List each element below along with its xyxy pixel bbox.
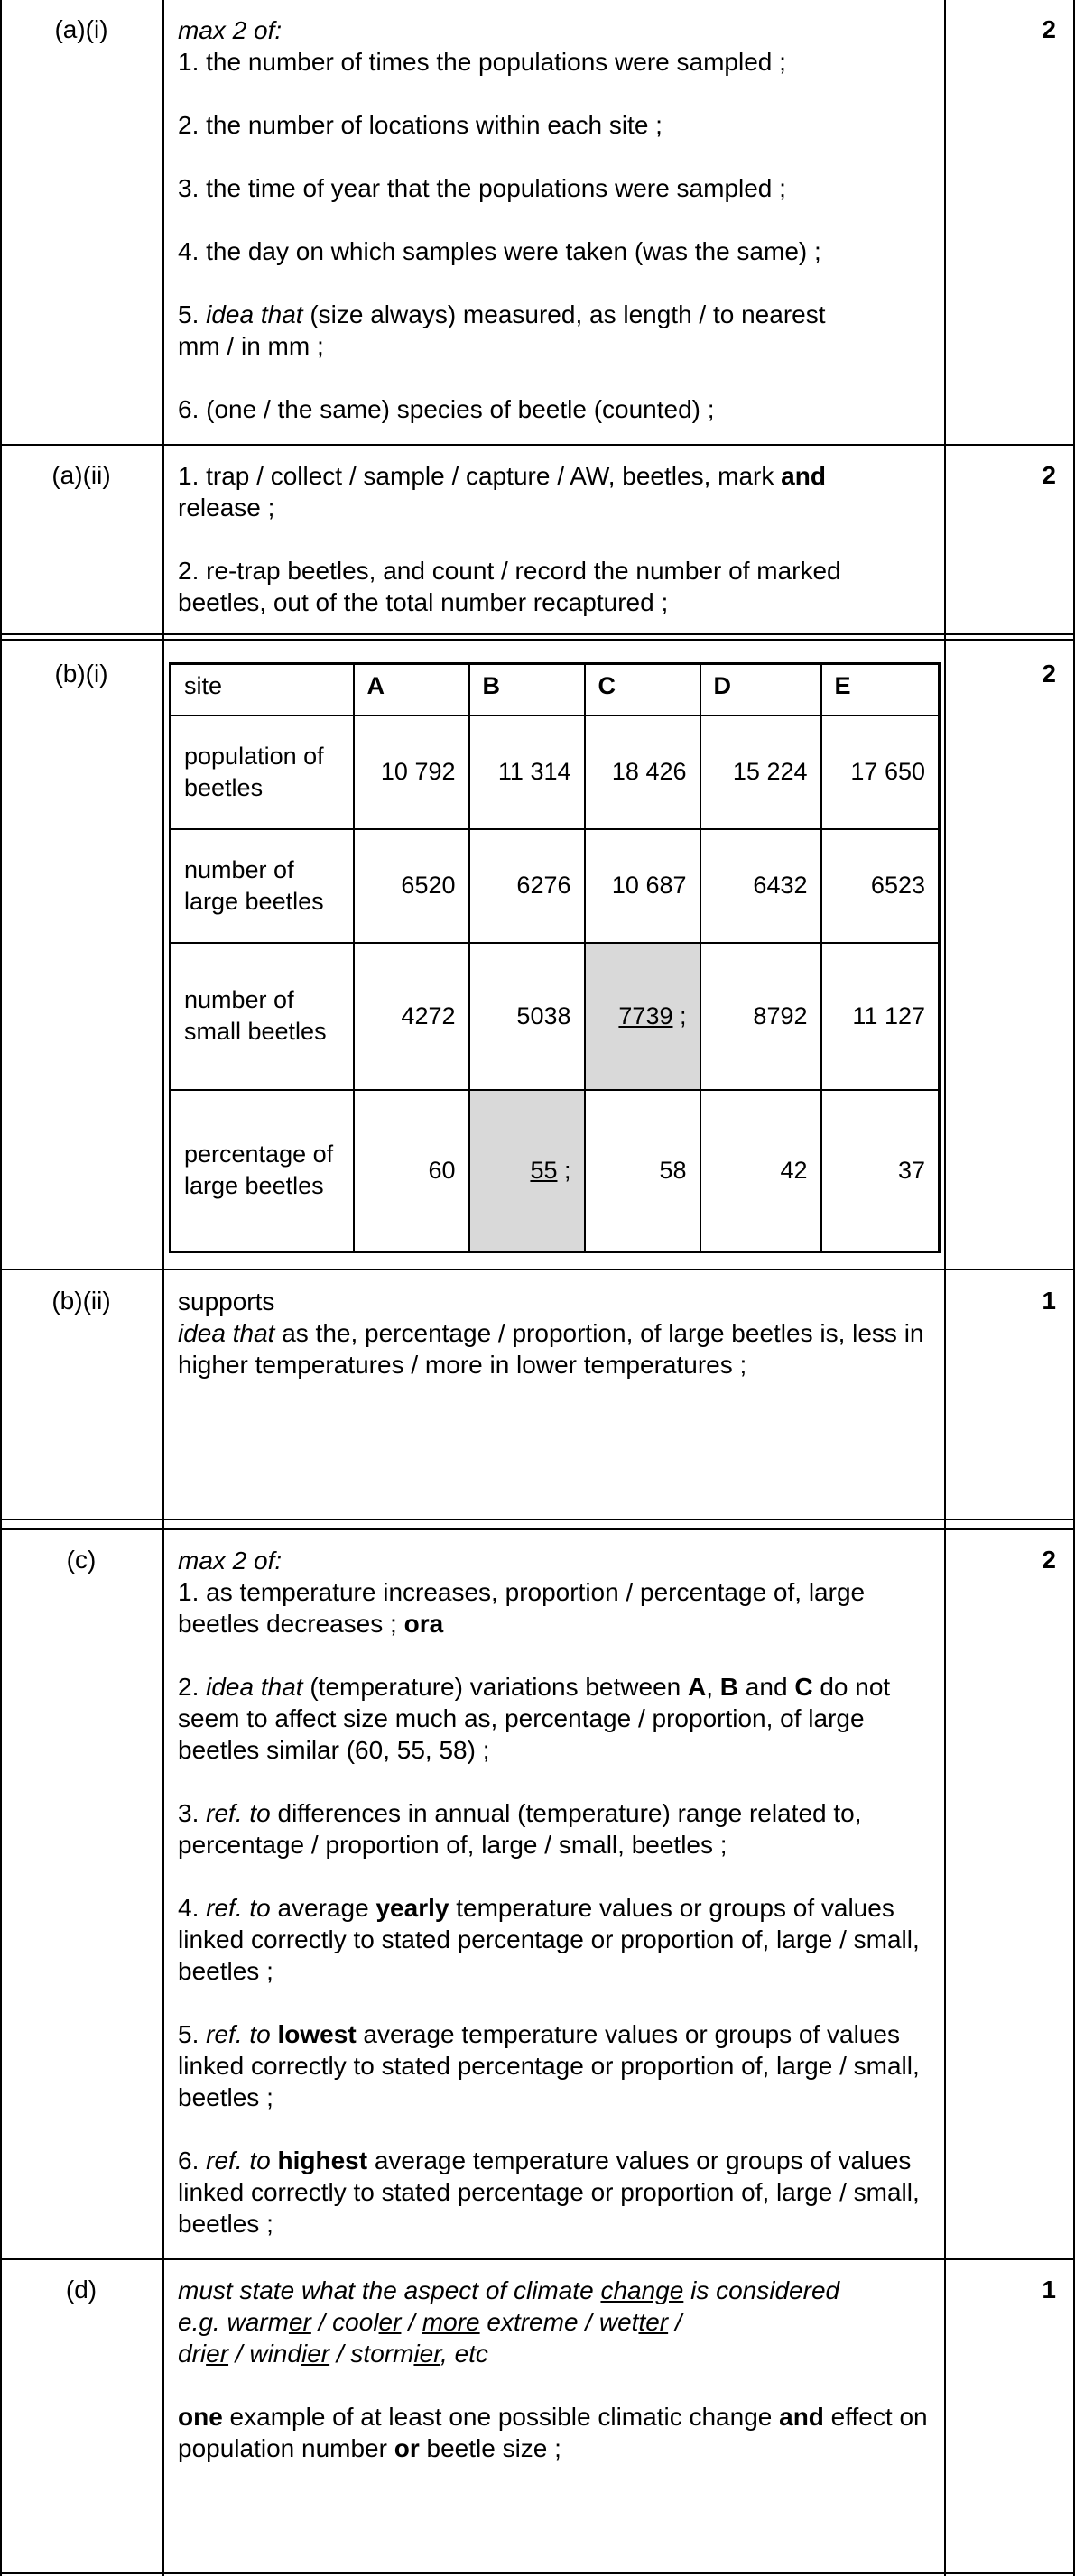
answer-cell: 55 ; — [469, 1090, 585, 1252]
answer-point: 1. the number of times the populations were sampled ; — [178, 48, 786, 76]
table-cell: 6520 — [354, 829, 469, 943]
table-cell: 10 792 — [354, 716, 469, 829]
marks-column-divider — [944, 0, 946, 2576]
table-cell: 15 224 — [700, 716, 821, 829]
mark-value: 2 — [1042, 1546, 1056, 1574]
answer-a-ii — [178, 460, 936, 618]
table-cell: 18 426 — [585, 716, 700, 829]
table-cell: 4272 — [354, 943, 469, 1090]
table-cell: 11 314 — [469, 716, 585, 829]
answer-point: 5. ref. to lowest average temperature values or groups of values linked correctly to stated percentage or proportion of, large / small, beetles ; — [178, 2020, 920, 2111]
table-header: E — [821, 664, 940, 716]
question-label: (c) — [66, 1546, 97, 1574]
table-cell: 6523 — [821, 829, 940, 943]
table-cell: 6276 — [469, 829, 585, 943]
answer-cell: 7739 ; — [585, 943, 700, 1090]
answer-point: 3. the time of year that the populations were sampled ; — [178, 174, 786, 202]
table-row — [171, 1090, 940, 1252]
table-cell: 60 — [354, 1090, 469, 1252]
answer-point: 2. re-trap beetles, and count / record the number of marked beetles, out of the total number recaptured ; — [178, 557, 841, 616]
question-label: (a)(i) — [54, 15, 108, 43]
answer-point: 6. ref. to highest average temperature values or groups of values linked correctly to stated percentage or proportion of, large / small, beetles ; — [178, 2147, 920, 2238]
question-label: (a)(ii) — [51, 461, 111, 489]
table-cell: 17 650 — [821, 716, 940, 829]
table-cell: 11 127 — [821, 943, 940, 1090]
answer-point: one example of at least one possible climatic change and effect on population number or beetle size ; — [178, 2403, 928, 2462]
table-cell: 58 — [585, 1090, 700, 1252]
mark-value: 2 — [1042, 660, 1056, 688]
answer-point: 3. ref. to differences in annual (temperature) range related to, percentage / proportion of, large / small, beetles ; — [178, 1799, 862, 1859]
table-row — [171, 716, 940, 829]
row-divider — [0, 2258, 1075, 2260]
table-header: C — [585, 664, 700, 716]
answer-line: supports — [178, 1288, 275, 1316]
table-row — [171, 943, 940, 1090]
row-divider — [0, 1269, 1075, 1270]
mark-value: 2 — [1042, 15, 1056, 43]
table-header: D — [700, 664, 821, 716]
row-label: number of small beetles — [171, 943, 354, 1090]
table-row — [171, 829, 940, 943]
answer-point: 2. idea that (temperature) variations between A, B and C do not seem to affect size much as, percentage / proportion, of large beetles similar (60, 55, 58) ; — [178, 1673, 891, 1764]
answer-point: must state what the aspect of climate change is considered e.g. warmer / cooler / more extreme / wetter / drier / windier / stormier, etc — [178, 2276, 840, 2368]
row-divider — [0, 633, 1075, 635]
answer-point: 6. (one / the same) species of beetle (counted) ; — [178, 395, 715, 423]
row-label: percentage of large beetles — [171, 1090, 354, 1252]
table-header: A — [354, 664, 469, 716]
answer-point: 2. the number of locations within each site ; — [178, 111, 663, 139]
lead-text: max 2 of: — [178, 1547, 283, 1574]
row-divider — [0, 639, 1075, 641]
row-divider — [0, 1528, 1075, 1530]
table-cell: 42 — [700, 1090, 821, 1252]
row-label: population of beetles — [171, 716, 354, 829]
table-header: B — [469, 664, 585, 716]
table-cell: 6432 — [700, 829, 821, 943]
answer-point: 4. the day on which samples were taken (was the same) ; — [178, 237, 821, 265]
row-label: number of large beetles — [171, 829, 354, 943]
row-divider — [0, 1519, 1075, 1520]
question-label: (b)(i) — [54, 660, 108, 688]
table-header: site — [171, 664, 354, 716]
answer-d — [178, 2275, 936, 2464]
table-cell: 5038 — [469, 943, 585, 1090]
mark-value: 1 — [1042, 1287, 1056, 1315]
answer-point: 1. as temperature increases, proportion / percentage of, large beetles decreases ; ora — [178, 1578, 866, 1638]
table-cell: 10 687 — [585, 829, 700, 943]
answer-c — [178, 1545, 936, 2239]
table-cell: 37 — [821, 1090, 940, 1252]
row-divider — [0, 444, 1075, 446]
lead-text: max 2 of: — [178, 16, 283, 44]
beetle-data-table — [169, 662, 941, 1253]
answer-column-divider — [162, 0, 164, 2576]
answer-b-ii — [178, 1286, 936, 1380]
answer-point: 1. trap / collect / sample / capture / AW, beetles, mark and release ; — [178, 462, 826, 522]
question-label: (b)(ii) — [51, 1287, 111, 1315]
answer-point: idea that as the, percentage / proportion, of large beetles is, less in higher temperatures / more in lower temperatures ; — [178, 1319, 924, 1379]
answer-a-i — [178, 14, 936, 425]
question-label: (d) — [65, 2276, 97, 2304]
mark-value: 1 — [1042, 2276, 1056, 2304]
table-cell: 8792 — [700, 943, 821, 1090]
mark-value: 2 — [1042, 461, 1056, 489]
answer-point: 4. ref. to average yearly temperature values or groups of values linked correctly to stated percentage or proportion of, large / small, beetles ; — [178, 1894, 920, 1985]
bottom-border — [0, 2572, 1075, 2574]
answer-point: 5. idea that (size always) measured, as length / to nearest mm / in mm ; — [178, 300, 826, 360]
